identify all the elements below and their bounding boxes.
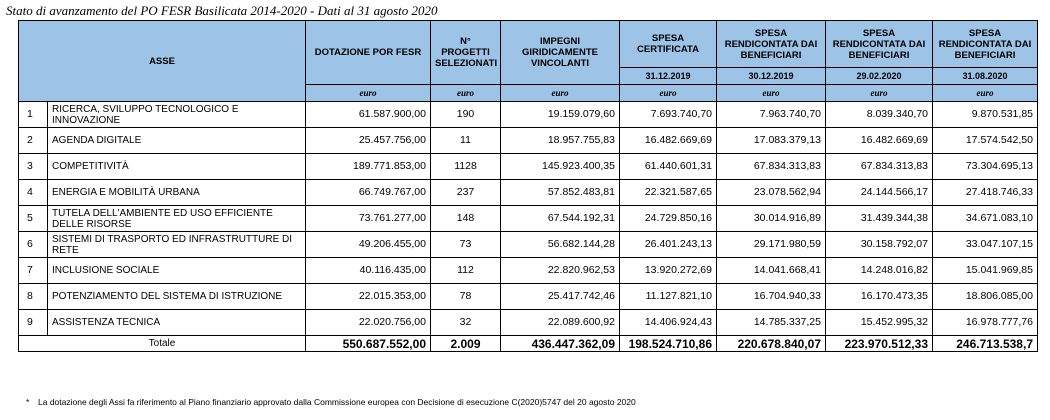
row-spesa-rendicontata-3: 17.574.542,50 — [933, 128, 1038, 154]
row-number: 1 — [19, 102, 48, 128]
row-spesa-rendicontata-3: 16.978.777,76 — [933, 310, 1038, 336]
row-number: 8 — [19, 284, 48, 310]
row-spesa-rendicontata-3: 18.806.085,00 — [933, 284, 1038, 310]
row-spesa-rendicontata-1: 23.078.562,94 — [717, 180, 826, 206]
row-asse: POTENZIAMENTO DEL SISTEMA DI ISTRUZIONE — [48, 284, 306, 310]
unit-label: euro — [717, 85, 826, 102]
row-spesa-rendicontata-2: 16.482.669,69 — [826, 128, 933, 154]
row-progetti: 32 — [431, 310, 501, 336]
header-progetti: N° PROGETTI SELEZIONATI — [431, 21, 501, 85]
row-impegni: 22.089.600,92 — [501, 310, 620, 336]
header-date-certificata: 31.12.2019 — [620, 68, 717, 85]
row-impegni: 25.417.742,46 — [501, 284, 620, 310]
row-number: 4 — [19, 180, 48, 206]
row-impegni: 67.544.192,31 — [501, 206, 620, 232]
table-row — [19, 284, 1038, 310]
row-impegni: 18.957.755,83 — [501, 128, 620, 154]
total-dotazione: 550.687.552,00 — [306, 336, 431, 352]
row-spesa-certificata: 14.406.924,43 — [620, 310, 717, 336]
progress-table — [18, 20, 1038, 352]
header-spesa-rendicontata-3: SPESA RENDICONTATA DAI BENEFICIARI — [933, 21, 1038, 68]
row-spesa-rendicontata-1: 29.171.980,59 — [717, 232, 826, 258]
row-asse: ASSISTENZA TECNICA — [48, 310, 306, 336]
header-date-rendicontata-1: 30.12.2019 — [717, 68, 826, 85]
row-spesa-certificata: 61.440.601,31 — [620, 154, 717, 180]
row-spesa-rendicontata-1: 7.963.740,70 — [717, 102, 826, 128]
unit-label: euro — [306, 85, 431, 102]
row-progetti: 190 — [431, 102, 501, 128]
header-impegni: IMPEGNI GIRIDICAMENTE VINCOLANTI — [501, 21, 620, 85]
header-date-rendicontata-3: 31.08.2020 — [933, 68, 1038, 85]
row-progetti: 1128 — [431, 154, 501, 180]
row-spesa-rendicontata-2: 16.170.473,35 — [826, 284, 933, 310]
row-spesa-rendicontata-2: 31.439.344,38 — [826, 206, 933, 232]
total-spesa-rendicontata-1: 220.678.840,07 — [717, 336, 826, 352]
row-asse: RICERCA, SVILUPPO TECNOLOGICO E INNOVAZIONE — [48, 102, 306, 128]
row-progetti: 112 — [431, 258, 501, 284]
row-spesa-certificata: 7.693.740,70 — [620, 102, 717, 128]
row-spesa-certificata: 26.401.243,13 — [620, 232, 717, 258]
table-body — [19, 102, 1038, 336]
row-dotazione: 22.020.756,00 — [306, 310, 431, 336]
header-date-rendicontata-2: 29.02.2020 — [826, 68, 933, 85]
row-dotazione: 61.587.900,00 — [306, 102, 431, 128]
row-impegni: 19.159.079,60 — [501, 102, 620, 128]
row-asse: INCLUSIONE SOCIALE — [48, 258, 306, 284]
row-spesa-rendicontata-1: 14.041.668,41 — [717, 258, 826, 284]
table-row — [19, 154, 1038, 180]
header-asse: ASSE — [19, 21, 306, 102]
row-spesa-rendicontata-1: 14.785.337,25 — [717, 310, 826, 336]
row-progetti: 148 — [431, 206, 501, 232]
table-row — [19, 232, 1038, 258]
row-spesa-rendicontata-2: 30.158.792,07 — [826, 232, 933, 258]
row-impegni: 56.682.144,28 — [501, 232, 620, 258]
row-dotazione: 25.457.756,00 — [306, 128, 431, 154]
total-spesa-rendicontata-3: 246.713.538,7 — [933, 336, 1038, 352]
footnote — [26, 397, 636, 407]
row-spesa-certificata: 13.920.272,69 — [620, 258, 717, 284]
row-asse: COMPETITIVITÀ — [48, 154, 306, 180]
row-dotazione: 73.761.277,00 — [306, 206, 431, 232]
row-number: 5 — [19, 206, 48, 232]
table-row — [19, 102, 1038, 128]
row-spesa-rendicontata-1: 30.014.916,89 — [717, 206, 826, 232]
row-spesa-rendicontata-2: 15.452.995,32 — [826, 310, 933, 336]
row-spesa-rendicontata-2: 67.834.313,83 — [826, 154, 933, 180]
table-row — [19, 206, 1038, 232]
page-title: Stato di avanzamento del PO FESR Basilicata 2014-2020 - Dati al 31 agosto 2020 — [6, 3, 438, 18]
header-dotazione: DOTAZIONE POR FESR — [306, 21, 431, 85]
row-dotazione: 40.116.435,00 — [306, 258, 431, 284]
table-row — [19, 258, 1038, 284]
table-row — [19, 180, 1038, 206]
row-asse: ENERGIA E MOBILITÀ URBANA — [48, 180, 306, 206]
unit-label: euro — [933, 85, 1038, 102]
header-spesa-rendicontata-2: SPESA RENDICONTATA DAI BENEFICIARI — [826, 21, 933, 68]
row-spesa-rendicontata-3: 33.047.107,15 — [933, 232, 1038, 258]
row-spesa-rendicontata-3: 34.671.083,10 — [933, 206, 1038, 232]
header-spesa-rendicontata-1: SPESA RENDICONTATA DAI BENEFICIARI — [717, 21, 826, 68]
row-asse: SISTEMI DI TRASPORTO ED INFRASTRUTTURE DI RETE — [48, 232, 306, 258]
totals-label: Totale — [19, 336, 306, 352]
unit-label: euro — [826, 85, 933, 102]
total-spesa-rendicontata-2: 223.970.512,33 — [826, 336, 933, 352]
unit-label: euro — [501, 85, 620, 102]
table-row — [19, 310, 1038, 336]
row-progetti: 78 — [431, 284, 501, 310]
row-spesa-rendicontata-1: 16.704.940,33 — [717, 284, 826, 310]
row-progetti: 73 — [431, 232, 501, 258]
footnote-mark: * — [26, 397, 30, 407]
row-number: 3 — [19, 154, 48, 180]
row-dotazione: 66.749.767,00 — [306, 180, 431, 206]
unit-label: euro — [620, 85, 717, 102]
total-impegni: 436.447.362,09 — [501, 336, 620, 352]
row-spesa-rendicontata-2: 24.144.566,17 — [826, 180, 933, 206]
row-number: 9 — [19, 310, 48, 336]
row-progetti: 237 — [431, 180, 501, 206]
row-spesa-rendicontata-3: 9.870.531,85 — [933, 102, 1038, 128]
row-spesa-rendicontata-3: 73.304.695,13 — [933, 154, 1038, 180]
row-impegni: 57.852.483,81 — [501, 180, 620, 206]
row-spesa-rendicontata-3: 27.418.746,33 — [933, 180, 1038, 206]
row-spesa-rendicontata-1: 67.834.313,83 — [717, 154, 826, 180]
row-number: 6 — [19, 232, 48, 258]
table-row — [19, 128, 1038, 154]
row-dotazione: 49.206.455,00 — [306, 232, 431, 258]
totals-row — [19, 336, 1038, 352]
row-dotazione: 22.015.353,00 — [306, 284, 431, 310]
row-spesa-certificata: 22.321.587,65 — [620, 180, 717, 206]
row-dotazione: 189.771.853,00 — [306, 154, 431, 180]
row-impegni: 145.923.400,35 — [501, 154, 620, 180]
footnote-text: La dotazione degli Assi fa riferimento al Piano finanziario approvato dalla Commissione europea con Decisione di esecuzione C(2020)5747 del 20 agosto 2020 — [38, 397, 636, 407]
row-number: 2 — [19, 128, 48, 154]
row-progetti: 11 — [431, 128, 501, 154]
row-spesa-rendicontata-2: 14.248.016,82 — [826, 258, 933, 284]
row-spesa-certificata: 11.127.821,10 — [620, 284, 717, 310]
row-asse: TUTELA DELL'AMBIENTE ED USO EFFICIENTE DELLE RISORSE — [48, 206, 306, 232]
row-spesa-certificata: 16.482.669,69 — [620, 128, 717, 154]
row-impegni: 22.820.962,53 — [501, 258, 620, 284]
total-spesa-certificata: 198.524.710,86 — [620, 336, 717, 352]
row-number: 7 — [19, 258, 48, 284]
row-spesa-rendicontata-1: 17.083.379,13 — [717, 128, 826, 154]
row-spesa-rendicontata-3: 15.041.969,85 — [933, 258, 1038, 284]
total-progetti: 2.009 — [431, 336, 501, 352]
row-asse: AGENDA DIGITALE — [48, 128, 306, 154]
header-spesa-certificata: SPESA CERTIFICATA — [620, 21, 717, 68]
unit-label: euro — [431, 85, 501, 102]
row-spesa-rendicontata-2: 8.039.340,70 — [826, 102, 933, 128]
row-spesa-certificata: 24.729.850,16 — [620, 206, 717, 232]
